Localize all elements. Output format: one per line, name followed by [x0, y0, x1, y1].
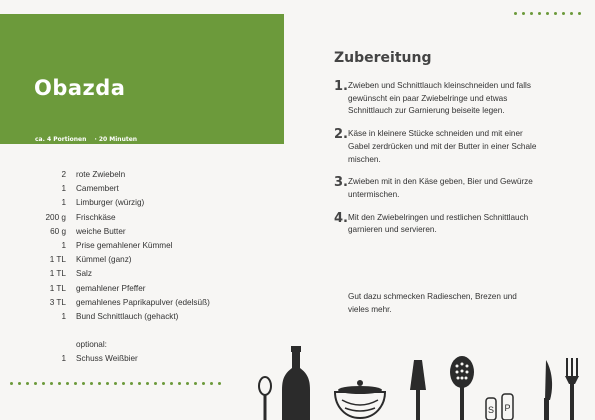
ingredient-qty: 200 g	[45, 212, 66, 222]
ingredient-name: Frischkäse	[76, 212, 116, 222]
step-text: Zwieben und Schnittlauch kleinschneiden und falls gewünscht ein paar Zwiebelringe und etwas Schnittlauch zur Garnierung beiseite legen.	[348, 81, 531, 116]
step-text: Zwieben mit in den Käse geben, Bier und Gewürze untermischen.	[348, 177, 533, 199]
step-item	[334, 212, 539, 237]
serving-tip: Gut dazu schmecken Radieschen, Brezen und vieles mehr.	[348, 292, 517, 314]
ingredient-row	[34, 267, 274, 281]
ingredient-name: Schuss Weißbier	[76, 354, 138, 364]
kitchen-illustration	[250, 340, 595, 420]
ingredient-qty: 1	[61, 240, 66, 250]
bottle-icon	[282, 346, 310, 420]
step-item	[334, 80, 539, 118]
ingredient-name: Limburger (würzig)	[76, 198, 145, 208]
ingredient-row	[34, 168, 274, 182]
sugar-bowl-icon	[335, 380, 385, 418]
step-number: 2.	[334, 127, 348, 143]
ingredient-list	[34, 168, 274, 367]
ingredient-qty: 1 TL	[49, 269, 66, 279]
ingredient-qty: 60 g	[50, 226, 66, 236]
ingredient-qty: 1	[61, 198, 66, 208]
ingredient-name: Kümmel (ganz)	[76, 255, 132, 265]
preparation-heading: Zubereitung	[334, 50, 432, 66]
portions-label: ca. 4 Portionen	[35, 136, 87, 143]
ingredient-qty: 1	[61, 354, 66, 364]
step-number: 3.	[334, 175, 348, 191]
spatula-icon	[410, 360, 426, 420]
recipe-title: Obazda	[34, 76, 126, 100]
ingredient-name: gemahlener Pfeffer	[76, 283, 146, 293]
title-banner	[0, 14, 284, 144]
ingredient-row	[34, 310, 274, 324]
salt-shaker-icon	[486, 398, 496, 420]
ingredient-name: Camembert	[76, 184, 119, 194]
step-text: Mit den Zwiebelringen und restlichen Schnittlauch garnieren und servieren.	[348, 212, 529, 235]
optional-label-row	[34, 338, 274, 352]
fork-icon	[565, 358, 579, 420]
pepper-shaker-icon	[502, 394, 513, 420]
ingredient-qty: 1 TL	[49, 255, 66, 265]
step-number: 4.	[334, 210, 348, 226]
ingredient-name: gemahlenes Paprikapulver (edelsüß)	[76, 297, 210, 307]
decorative-dots-top	[514, 12, 581, 15]
skimmer-icon	[450, 356, 474, 420]
svg-text:S: S	[487, 405, 495, 415]
ingredient-qty: 2	[61, 170, 66, 179]
ingredient-qty: 3 TL	[49, 297, 66, 307]
ingredient-name: Bund Schnittlauch (gehackt)	[76, 311, 179, 321]
ingredient-qty: 1	[61, 184, 66, 194]
ingredient-qty: 1	[61, 311, 66, 321]
ingredient-row	[34, 182, 274, 196]
ingredient-row	[34, 196, 274, 210]
ingredient-row	[34, 296, 274, 310]
ingredient-name: Salz	[76, 269, 92, 279]
ingredient-name: rote Zwiebeln	[76, 170, 126, 179]
time-label: · 20 Minuten	[94, 136, 138, 143]
step-text: Käse in kleinere Stücke schneiden und mit einer Gabel zerdrücken und mit der Butter in einer Schale mischen.	[348, 129, 537, 164]
ingredient-row	[34, 352, 274, 366]
decorative-dots-bottom	[10, 382, 221, 385]
preparation-steps	[334, 80, 539, 247]
step-number: 1.	[334, 79, 348, 94]
svg-text:P: P	[504, 403, 511, 413]
recipe-meta	[35, 136, 143, 143]
step-item	[334, 176, 539, 201]
ingredient-row	[34, 211, 274, 225]
spoon-icon	[259, 377, 271, 420]
ingredient-qty: 1 TL	[49, 283, 66, 293]
ingredient-name: Prise gemahlener Kümmel	[76, 240, 173, 250]
step-item	[334, 128, 539, 166]
ingredient-row	[34, 282, 274, 296]
ingredient-name: weiche Butter	[76, 226, 126, 236]
optional-label: optional:	[76, 340, 107, 350]
ingredient-row	[34, 225, 274, 239]
ingredient-row	[34, 239, 274, 253]
ingredient-row	[34, 253, 274, 267]
knife-icon	[544, 360, 552, 420]
